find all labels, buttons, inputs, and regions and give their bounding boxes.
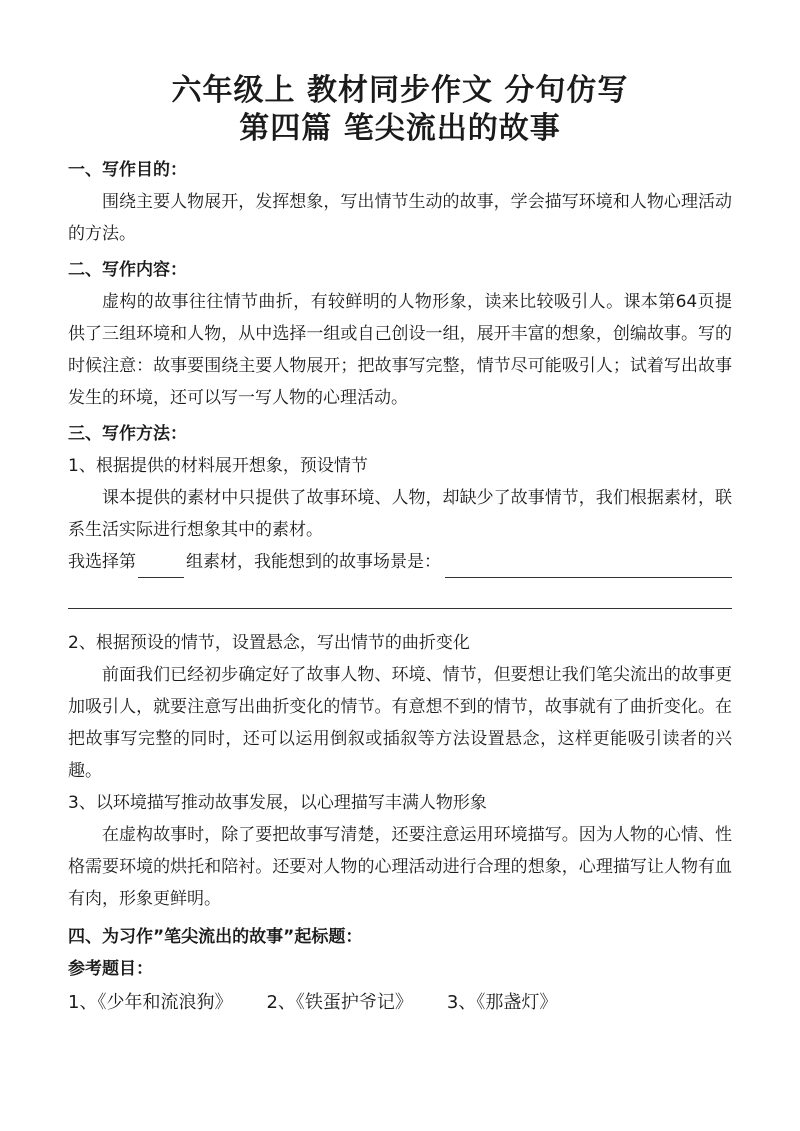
topic-item: 3、《那盏灯》 (446, 992, 558, 1013)
title-line-1: 六年级上 教材同步作文 分句仿写 (171, 73, 629, 108)
section-1-body: 围绕主要人物展开，发挥想象，写出情节生动的故事，学会描写环境和人物心理活动的方法。 (68, 192, 732, 244)
section-3-heading: 三、写作方法： (68, 424, 187, 444)
method-3-title: 3、以环境描写推动故事发展，以心理描写丰满人物形象 (68, 793, 487, 813)
method-3-body: 在虚构故事时，除了要把故事写清楚，还要注意运用环境描写。因为人物的心情、性格需要环境的烘托和陪衬。还要对人物的心理活动进行合理的想象，心理描写让人物有血有肉，形象更鲜明。 (68, 825, 732, 909)
section-1-heading: 一、写作目的： (68, 160, 187, 180)
topic-item: 2、《铁蛋护爷记》 (266, 992, 413, 1013)
fill-prefix: 我选择第 (68, 552, 136, 572)
topic-item: 1、《少年和流浪狗》 (68, 992, 233, 1013)
reference-topics (68, 987, 732, 1019)
method-2-body: 前面我们已经初步确定好了故事人物、环境、情节，但要想让我们笔尖流出的故事更加吸引人，就要注意写出曲折变化的情节。有意想不到的情节，故事就有了曲折变化。在把故事写完整的同时，还可以运用倒叙或插叙等方法设置悬念，这样更能吸引读者的兴趣。 (68, 665, 732, 781)
reference-topics-heading: 参考题目： (68, 959, 153, 979)
fill-in-line (68, 546, 732, 578)
group-number-blank[interactable] (138, 555, 184, 578)
scene-answer-blank[interactable] (445, 555, 732, 578)
method-2-title: 2、根据预设的情节，设置悬念，写出情节的曲折变化 (68, 633, 470, 653)
section-2-heading: 二、写作内容： (68, 260, 187, 280)
method-1-title: 1、根据提供的材料展开想象，预设情节 (68, 456, 368, 476)
fill-middle: 组素材，我能想到的故事场景是： (186, 552, 441, 572)
title-line-2: 第四篇 笔尖流出的故事 (239, 111, 561, 146)
answer-line[interactable] (68, 578, 732, 609)
section-4-heading: 四、为习作”笔尖流出的故事”起标题： (68, 927, 363, 947)
method-1-body: 课本提供的素材中只提供了故事环境、人物，却缺少了故事情节，我们根据素材，联系生活实际进行想象其中的素材。 (68, 488, 732, 540)
section-2-body: 虚构的故事往往情节曲折，有较鲜明的人物形象，读来比较吸引人。课本第64页提供了三组环境和人物，从中选择一组或自己创设一组，展开丰富的想象，创编故事。写的时候注意：故事要围绕主要人物展开；把故事写完整，情节尽可能吸引人；试着写出故事发生的环境，还可以写一写人物的心理活动。 (68, 292, 732, 408)
